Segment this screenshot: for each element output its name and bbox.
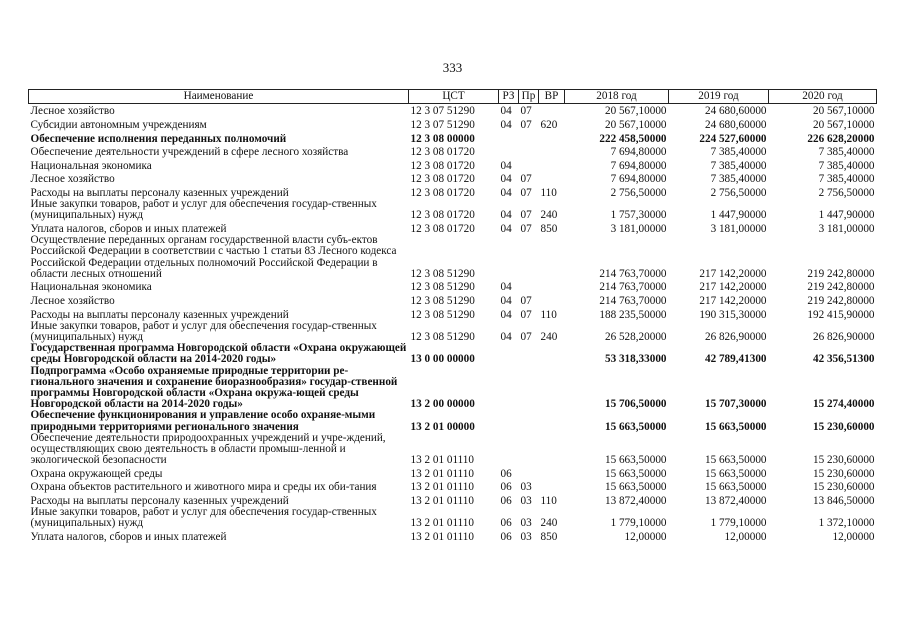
cell-rz: 04	[500, 159, 512, 172]
cell-csr: 12 3 08 51290	[410, 267, 475, 280]
header-name: Наименование	[29, 90, 409, 104]
cell-y2019: 1 447,90000	[710, 209, 767, 222]
cell-vr	[539, 145, 565, 159]
cell-y2019: 7 385,40000	[710, 173, 767, 186]
header-2018: 2018 год	[565, 90, 669, 104]
cell-pr: 07	[520, 222, 532, 235]
table-body	[29, 104, 877, 544]
cell-vr	[539, 480, 565, 494]
cell-name: Расходы на выплаты персоналу казенных учреждений	[30, 308, 289, 321]
cell-pr: 07	[520, 173, 532, 186]
cell-csr: 12 3 08 51290	[410, 281, 475, 294]
cell-pr: 03	[520, 481, 532, 494]
cell-y2020: 3 181,00000	[818, 222, 875, 235]
cell-y2018: 214 763,70000	[599, 294, 667, 307]
cell-csr: 12 3 08 51290	[410, 330, 475, 343]
cell-y2020: 2 756,50000	[818, 186, 875, 199]
cell-pr	[519, 280, 539, 294]
cell-y2018: 20 567,10000	[604, 105, 667, 118]
cell-rz	[499, 235, 519, 280]
cell-vr	[539, 172, 565, 186]
cell-y2019: 217 142,20000	[699, 267, 767, 280]
cell-y2020: 226 628,20000	[807, 132, 875, 145]
cell-vr: 110	[540, 494, 557, 507]
cell-pr	[519, 343, 539, 365]
cell-vr: 110	[540, 186, 557, 199]
cell-csr: 13 2 01 01110	[410, 481, 474, 494]
cell-rz: 04	[500, 209, 512, 222]
cell-y2019: 7 385,40000	[710, 159, 767, 172]
cell-y2018: 53 318,33000	[604, 353, 667, 366]
cell-y2019: 15 663,50000	[704, 467, 767, 480]
table-row	[29, 530, 877, 544]
cell-rz	[499, 343, 519, 365]
cell-csr: 12 3 08 51290	[410, 294, 475, 307]
cell-csr: 12 3 08 01720	[410, 146, 475, 159]
cell-rz: 04	[500, 186, 512, 199]
cell-y2020: 1 447,90000	[818, 209, 875, 222]
cell-y2020: 219 242,80000	[807, 267, 875, 280]
cell-name: Национальная экономика	[30, 159, 152, 172]
header-row	[29, 90, 877, 104]
cell-y2019: 15 663,50000	[704, 420, 767, 433]
cell-y2020: 219 242,80000	[807, 294, 875, 307]
cell-rz: 04	[500, 330, 512, 343]
table-row	[29, 158, 877, 172]
cell-vr	[539, 366, 565, 411]
cell-name: Лесное хозяйство	[30, 173, 115, 186]
cell-rz: 06	[500, 517, 512, 530]
cell-y2018: 214 763,70000	[599, 281, 667, 294]
header-vr: ВР	[539, 90, 565, 104]
cell-csr: 12 3 07 51290	[410, 105, 475, 118]
cell-y2020: 26 826,90000	[812, 330, 875, 343]
cell-rz: 06	[500, 494, 512, 507]
cell-name: Лесное хозяйство	[30, 105, 115, 118]
cell-vr	[539, 131, 565, 145]
cell-y2020: 7 385,40000	[818, 159, 875, 172]
table-row	[29, 222, 877, 236]
cell-y2018: 15 663,50000	[604, 454, 667, 467]
table-row	[29, 280, 877, 294]
cell-y2020: 7 385,40000	[818, 173, 875, 186]
cell-pr: 07	[520, 105, 532, 118]
cell-rz: 06	[500, 481, 512, 494]
cell-csr: 12 3 08 00000	[410, 132, 475, 145]
cell-y2020: 192 415,90000	[807, 308, 875, 321]
cell-y2019: 2 756,50000	[710, 186, 767, 199]
cell-y2019: 190 315,30000	[699, 308, 767, 321]
cell-pr	[519, 235, 539, 280]
table-row	[29, 172, 877, 186]
cell-y2019: 15 663,50000	[704, 454, 767, 467]
table-row	[29, 145, 877, 159]
cell-name: Обеспечение деятельности природоохранных учреждений и учре-ждений, осуществляющих свою деятельность в области промыш-ленной и экологической безопасности	[30, 432, 386, 467]
cell-y2018: 188 235,50000	[599, 308, 667, 321]
cell-y2019: 15 663,50000	[704, 481, 767, 494]
table-row	[29, 433, 877, 467]
table-row	[29, 321, 877, 343]
cell-csr: 12 3 08 51290	[410, 308, 475, 321]
cell-y2018: 12,00000	[624, 530, 667, 543]
table-row	[29, 466, 877, 480]
cell-rz: 06	[500, 530, 512, 543]
cell-pr	[519, 158, 539, 172]
cell-y2019: 13 872,40000	[704, 494, 767, 507]
cell-name: Национальная экономика	[30, 281, 152, 294]
cell-rz	[499, 433, 519, 467]
cell-vr: 240	[540, 517, 558, 530]
cell-y2018: 7 694,80000	[610, 146, 667, 159]
cell-csr: 13 0 00 00000	[410, 353, 475, 366]
cell-y2019: 15 707,30000	[704, 398, 767, 411]
cell-rz	[499, 131, 519, 145]
cell-pr: 07	[520, 209, 532, 222]
table-row	[29, 235, 877, 280]
cell-pr: 03	[520, 494, 532, 507]
cell-name: Обеспечение деятельности учреждений в сфере лесного хозяйства	[30, 146, 349, 159]
cell-y2019: 42 789,41300	[704, 353, 767, 366]
cell-y2018: 1 757,30000	[610, 209, 667, 222]
header-2020: 2020 год	[769, 90, 877, 104]
cell-y2019: 224 527,60000	[699, 132, 767, 145]
cell-name: Уплата налогов, сборов и иных платежей	[30, 222, 227, 235]
header-pr: Пр	[519, 90, 539, 104]
cell-y2020: 42 356,51300	[812, 353, 875, 366]
cell-rz: 04	[500, 118, 512, 131]
cell-rz: 06	[500, 467, 512, 480]
cell-name: Уплата налогов, сборов и иных платежей	[30, 530, 227, 543]
cell-vr	[539, 104, 565, 118]
cell-name: Субсидии автономным учреждениям	[30, 118, 207, 131]
cell-rz: 04	[500, 222, 512, 235]
cell-y2018: 20 567,10000	[604, 118, 667, 131]
table-row	[29, 199, 877, 221]
cell-y2020: 15 230,60000	[812, 467, 875, 480]
cell-csr: 12 3 08 01720	[410, 222, 475, 235]
table-row	[29, 480, 877, 494]
cell-pr	[519, 410, 539, 432]
table-header	[29, 90, 877, 104]
cell-rz	[499, 410, 519, 432]
table-row	[29, 494, 877, 508]
cell-y2018: 3 181,00000	[610, 222, 667, 235]
cell-vr: 850	[540, 222, 558, 235]
cell-name: Иные закупки товаров, работ и услуг для обеспечения государ-ственных (муниципальных) нужд	[30, 320, 377, 343]
cell-y2018: 222 458,50000	[599, 132, 667, 145]
cell-csr: 13 2 01 01110	[410, 517, 474, 530]
cell-name: Обеспечение функционирования и управление особо охраняе-мыми природными территориями регионального значения	[30, 410, 376, 433]
cell-y2020: 7 385,40000	[818, 146, 875, 159]
table-row	[29, 343, 877, 365]
cell-y2020: 15 230,60000	[812, 454, 875, 467]
cell-pr: 03	[520, 517, 532, 530]
cell-csr: 13 2 01 00000	[410, 420, 475, 433]
cell-vr: 240	[540, 330, 558, 343]
cell-y2019: 7 385,40000	[710, 146, 767, 159]
cell-y2018: 7 694,80000	[610, 159, 667, 172]
cell-pr	[519, 131, 539, 145]
cell-name: Подпрограмма «Особо охраняемые природные территории ре-гионального значения и сохранение биоразнообразия» государ-ственной программы Новгородской области «Охрана окружа-ющей среды Новгородской области на 2014-2020 годы»	[30, 365, 398, 411]
cell-y2018: 15 663,50000	[604, 420, 667, 433]
cell-csr: 12 3 08 01720	[410, 186, 475, 199]
cell-name: Обеспечение исполнения переданных полномочий	[30, 132, 287, 145]
cell-y2018: 7 694,80000	[610, 173, 667, 186]
cell-pr: 07	[520, 294, 532, 307]
cell-y2019: 12,00000	[724, 530, 767, 543]
cell-pr: 07	[520, 308, 532, 321]
cell-y2020: 12,00000	[832, 530, 875, 543]
cell-y2018: 15 663,50000	[604, 481, 667, 494]
cell-csr: 12 3 08 01720	[410, 209, 475, 222]
cell-pr	[519, 433, 539, 467]
cell-name: Охрана объектов растительного и животного мира и среды их оби-тания	[30, 481, 377, 494]
cell-name: Государственная программа Новгородской области «Охрана окружающей среды Новгородской области на 2014-2020 годы»	[30, 343, 407, 366]
cell-y2020: 15 274,40000	[812, 398, 875, 411]
cell-rz	[499, 145, 519, 159]
table-row	[29, 294, 877, 308]
cell-y2019: 217 142,20000	[699, 294, 767, 307]
cell-rz: 04	[500, 294, 512, 307]
table-row	[29, 366, 877, 411]
cell-pr: 07	[520, 186, 532, 199]
cell-y2019: 24 680,60000	[704, 105, 767, 118]
cell-y2020: 13 846,50000	[812, 494, 875, 507]
cell-csr: 13 2 01 01110	[410, 494, 474, 507]
cell-csr: 12 3 08 01720	[410, 159, 475, 172]
cell-csr: 13 2 01 01110	[410, 454, 474, 467]
cell-csr: 13 2 01 01110	[410, 530, 474, 543]
cell-pr	[519, 366, 539, 411]
cell-pr: 03	[520, 530, 532, 543]
cell-csr: 13 2 01 01110	[410, 467, 474, 480]
cell-y2019: 3 181,00000	[710, 222, 767, 235]
cell-vr	[539, 410, 565, 432]
cell-rz	[499, 366, 519, 411]
header-2019: 2019 год	[669, 90, 769, 104]
table-row	[29, 410, 877, 432]
page-number: 333	[442, 60, 463, 75]
cell-y2020: 1 372,10000	[818, 517, 875, 530]
cell-vr	[539, 466, 565, 480]
cell-y2018: 15 663,50000	[604, 467, 667, 480]
cell-name: Охрана окружающей среды	[30, 467, 163, 480]
table-row	[29, 104, 877, 118]
cell-csr: 12 3 08 01720	[410, 173, 475, 186]
cell-rz: 04	[500, 173, 512, 186]
cell-csr: 12 3 07 51290	[410, 118, 475, 131]
cell-rz: 04	[500, 105, 512, 118]
cell-pr	[519, 145, 539, 159]
cell-pr	[519, 466, 539, 480]
cell-y2018: 13 872,40000	[604, 494, 667, 507]
table-row	[29, 131, 877, 145]
cell-name: Осуществление переданных органам государственной власти субъ-ектов Российской Федерации в соответствии с частью 1 статьи 83 Лесного кодекса Российской Федерации отдельных полномочий Российской Федерации в области лесных отношений	[30, 235, 397, 280]
cell-y2018: 26 528,20000	[604, 330, 667, 343]
cell-pr: 07	[520, 330, 532, 343]
cell-y2018: 15 706,50000	[604, 398, 667, 411]
cell-vr: 850	[540, 530, 558, 543]
table-row	[29, 118, 877, 132]
cell-name: Расходы на выплаты персоналу казенных учреждений	[30, 186, 289, 199]
budget-table	[28, 89, 877, 543]
cell-y2018: 214 763,70000	[599, 267, 667, 280]
cell-y2020: 219 242,80000	[807, 281, 875, 294]
cell-vr	[539, 235, 565, 280]
cell-vr: 620	[540, 118, 558, 131]
cell-y2018: 2 756,50000	[610, 186, 667, 199]
header-csr: ЦСТ	[409, 90, 499, 104]
cell-vr	[539, 433, 565, 467]
cell-y2019: 217 142,20000	[699, 281, 767, 294]
table-row	[29, 507, 877, 529]
cell-name: Иные закупки товаров, работ и услуг для обеспечения государ-ственных (муниципальных) нужд	[30, 199, 377, 222]
cell-name: Лесное хозяйство	[30, 294, 115, 307]
cell-y2019: 1 779,10000	[710, 517, 767, 530]
cell-vr	[539, 343, 565, 365]
cell-rz: 04	[500, 308, 512, 321]
cell-y2020: 20 567,10000	[812, 118, 875, 131]
cell-y2020: 20 567,10000	[812, 105, 875, 118]
cell-csr: 13 2 00 00000	[410, 398, 475, 411]
cell-y2019: 24 680,60000	[704, 118, 767, 131]
table-row	[29, 186, 877, 200]
cell-pr: 07	[520, 118, 532, 131]
cell-rz: 04	[500, 281, 512, 294]
cell-y2019: 26 826,90000	[704, 330, 767, 343]
cell-vr	[539, 294, 565, 308]
header-rz: РЗ	[499, 90, 519, 104]
cell-name: Расходы на выплаты персоналу казенных учреждений	[30, 494, 289, 507]
cell-vr	[539, 158, 565, 172]
table-row	[29, 307, 877, 321]
cell-y2020: 15 230,60000	[812, 481, 875, 494]
cell-vr	[539, 280, 565, 294]
cell-y2020: 15 230,60000	[812, 420, 875, 433]
cell-vr: 110	[540, 308, 557, 321]
cell-name: Иные закупки товаров, работ и услуг для обеспечения государ-ственных (муниципальных) нужд	[30, 507, 377, 530]
cell-vr: 240	[540, 209, 558, 222]
cell-y2018: 1 779,10000	[610, 517, 667, 530]
